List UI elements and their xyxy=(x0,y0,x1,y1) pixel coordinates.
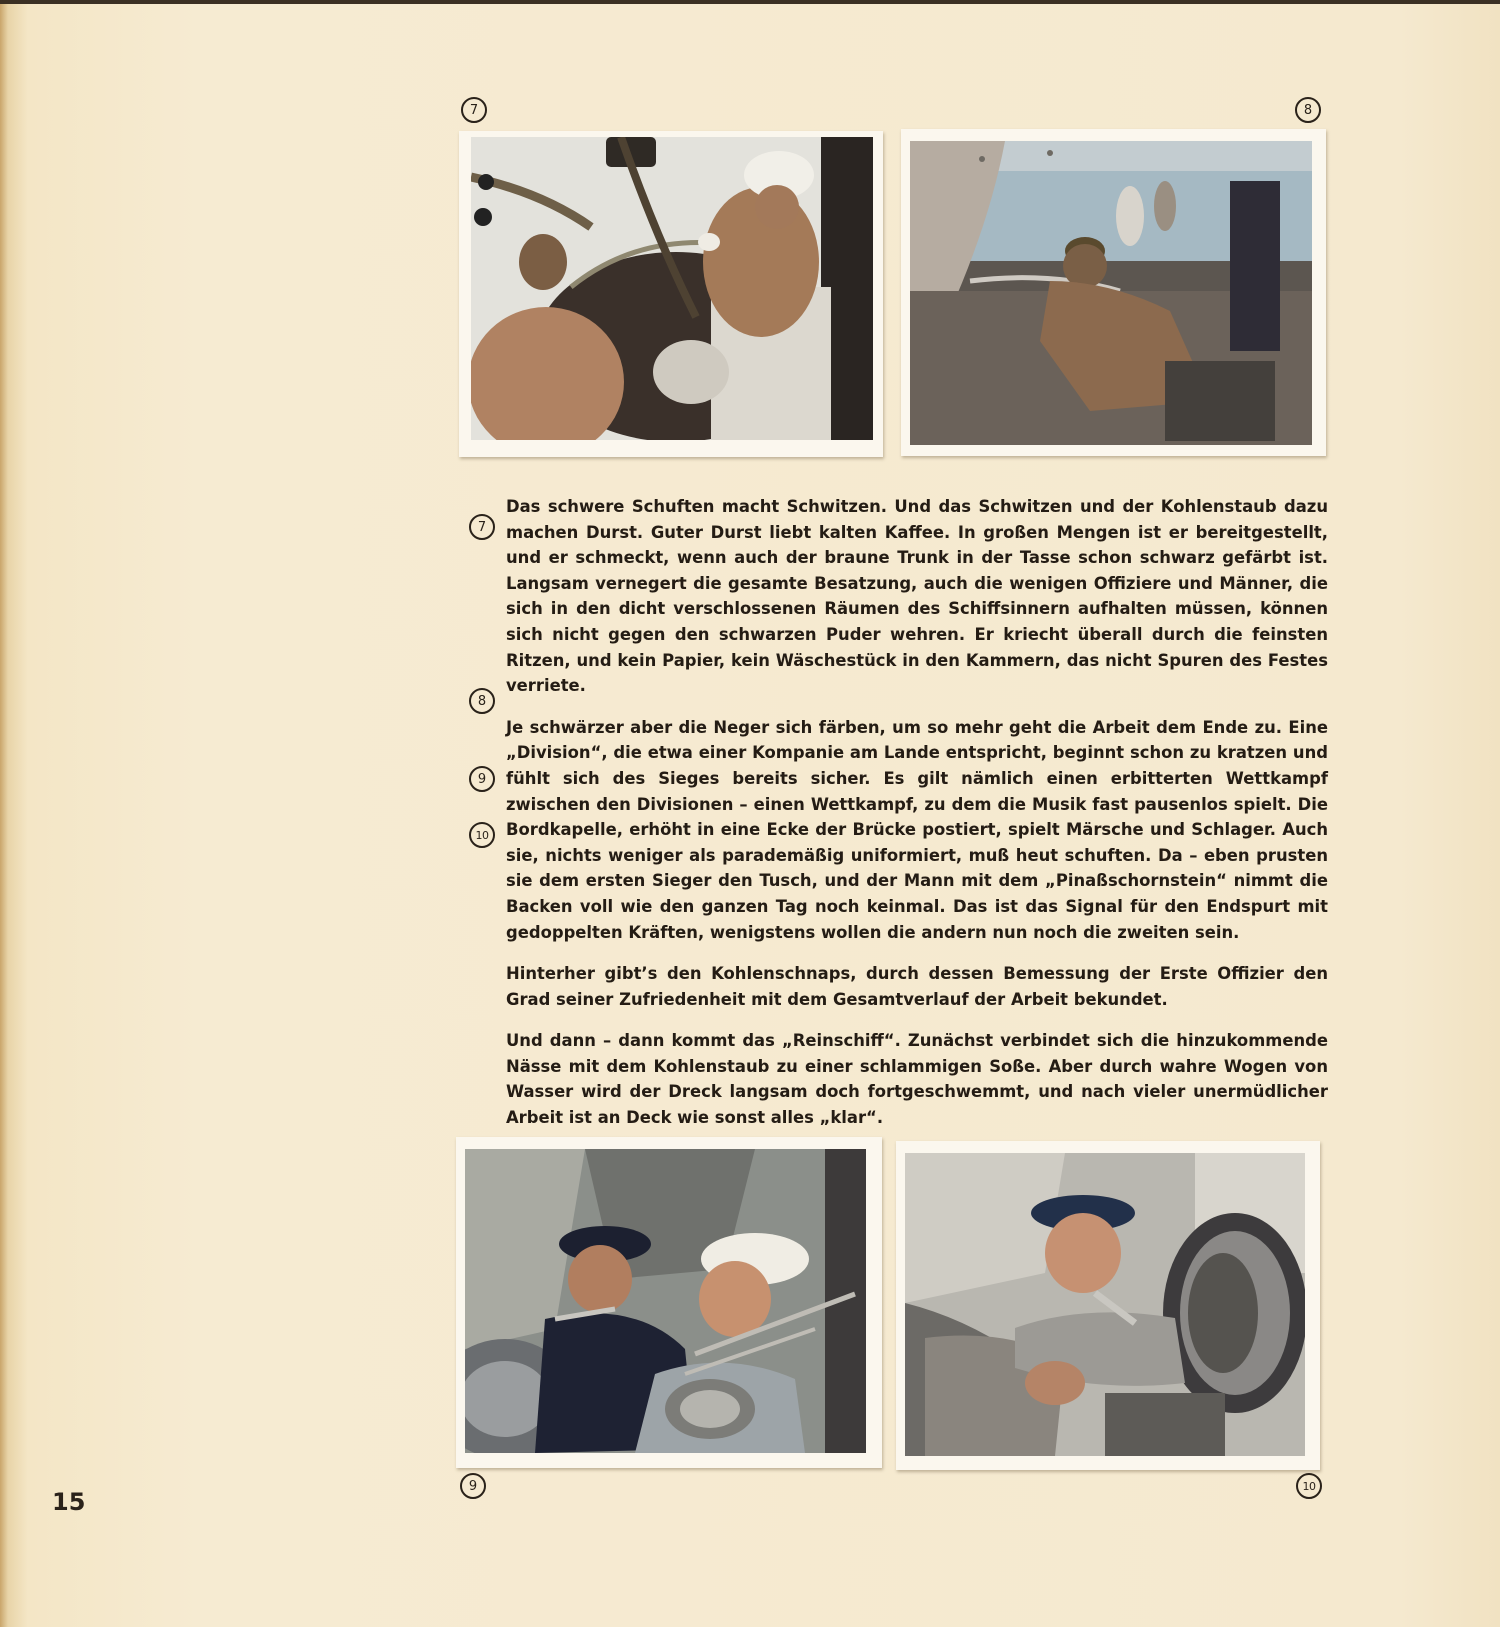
text-badge-10-label: 10 xyxy=(475,828,489,842)
text-badge-10 xyxy=(469,822,495,848)
photo-badge-7 xyxy=(461,97,487,123)
photo-badge-8 xyxy=(1295,97,1321,123)
band-horn-trombone-photo xyxy=(456,1137,882,1468)
text-badge-8-label: 8 xyxy=(477,693,487,709)
page-top-edge xyxy=(0,0,1500,4)
text-badge-9 xyxy=(469,766,495,792)
paragraph-schnapps: Hinterher gibt’s den Kohlenschnaps, durch dessen Bemessung der Erste Offizier den Grad seiner Zufriedenheit mit dem Gesamtverlauf der Arbeit bekundet. xyxy=(506,964,1328,1009)
photo-badge-10 xyxy=(1296,1473,1322,1499)
paragraph-competition: Je schwärzer aber die Neger sich färben, um so mehr geht die Arbeit dem Ende zu. Eine „Division“, die etwa einer Kompanie am Lande entspricht, beginnt schon zu kratzen und fühlt sich des Sieges bereits sicher. Es gilt nämlich einen erbitterten Wettkampf zwischen den Divisionen – einen Wettkampf, zu dem die Musik fast pausenlos spielt. Die Bordkapelle, erhöht in eine Ecke der Brücke postiert, spielt Märsche und Schlager. Auch sie, nichts weniger als parademäßig uniformiert, muß heut schuften. Da – eben prusten sie dem ersten Sieger den Tusch, und der Mann mit dem „Pinaßschornstein“ nimmt die Backen voll wie den ganzen Tag noch keinmal. Das ist das Signal für den Endspurt mit gedoppelten Kräften, wenigstens wollen die andern nun noch die zweiten sein. xyxy=(506,717,1328,942)
coffee-break-photo xyxy=(459,131,883,457)
body-text xyxy=(506,494,1328,1131)
photo-badge-8-label: 8 xyxy=(1303,102,1313,118)
photo-badge-10-label: 10 xyxy=(1302,1479,1316,1493)
text-badge-7-label: 7 xyxy=(477,519,487,535)
photo-badge-9-label: 9 xyxy=(468,1478,478,1494)
page-number: 15 xyxy=(52,1488,86,1516)
paragraph-reinschiff: Und dann – dann kommt das „Reinschiff“. Zunächst verbindet sich die hinzukommende Nässe mit dem Kohlenstaub zu einer schlammigen Soße. Aber durch wahre Wogen von Wasser wird der Dreck langsam doch fortgeschwemmt, und nach vieler unermüdlicher Arbeit ist an Deck wie sonst alles „klar“. xyxy=(506,1031,1328,1128)
tuba-player-photo xyxy=(896,1141,1320,1470)
coaling-deck-image xyxy=(910,141,1312,445)
tuba-player-image xyxy=(905,1153,1305,1456)
band-horn-trombone-image xyxy=(465,1149,866,1453)
paragraph-coffee: Das schwere Schuften macht Schwitzen. Und das Schwitzen und der Kohlenstaub dazu machen Durst. Guter Durst liebt kalten Kaffee. In großen Mengen ist er bereitgestellt, und er schmeckt, wenn auch der braune Trunk in der Tasse schon schwarz gefärbt ist. Langsam vernegert die gesamte Besatzung, auch die wenigen Offiziere und Männer, die sich in den dicht verschlossenen Räumen des Schiffsinnern aufhalten müssen, können sich nicht gegen den schwarzen Puder wehren. Er kriecht überall durch die feinsten Ritzen, und kein Papier, kein Wäschestück in den Kammern, das nicht Spuren des Festes verriete. xyxy=(506,497,1328,696)
coffee-break-image xyxy=(471,137,873,440)
photo-badge-9 xyxy=(460,1473,486,1499)
text-badge-8 xyxy=(469,688,495,714)
photo-badge-7-label: 7 xyxy=(469,102,479,118)
coaling-deck-photo xyxy=(901,129,1326,456)
text-badge-9-label: 9 xyxy=(477,771,487,787)
text-badge-7 xyxy=(469,514,495,540)
